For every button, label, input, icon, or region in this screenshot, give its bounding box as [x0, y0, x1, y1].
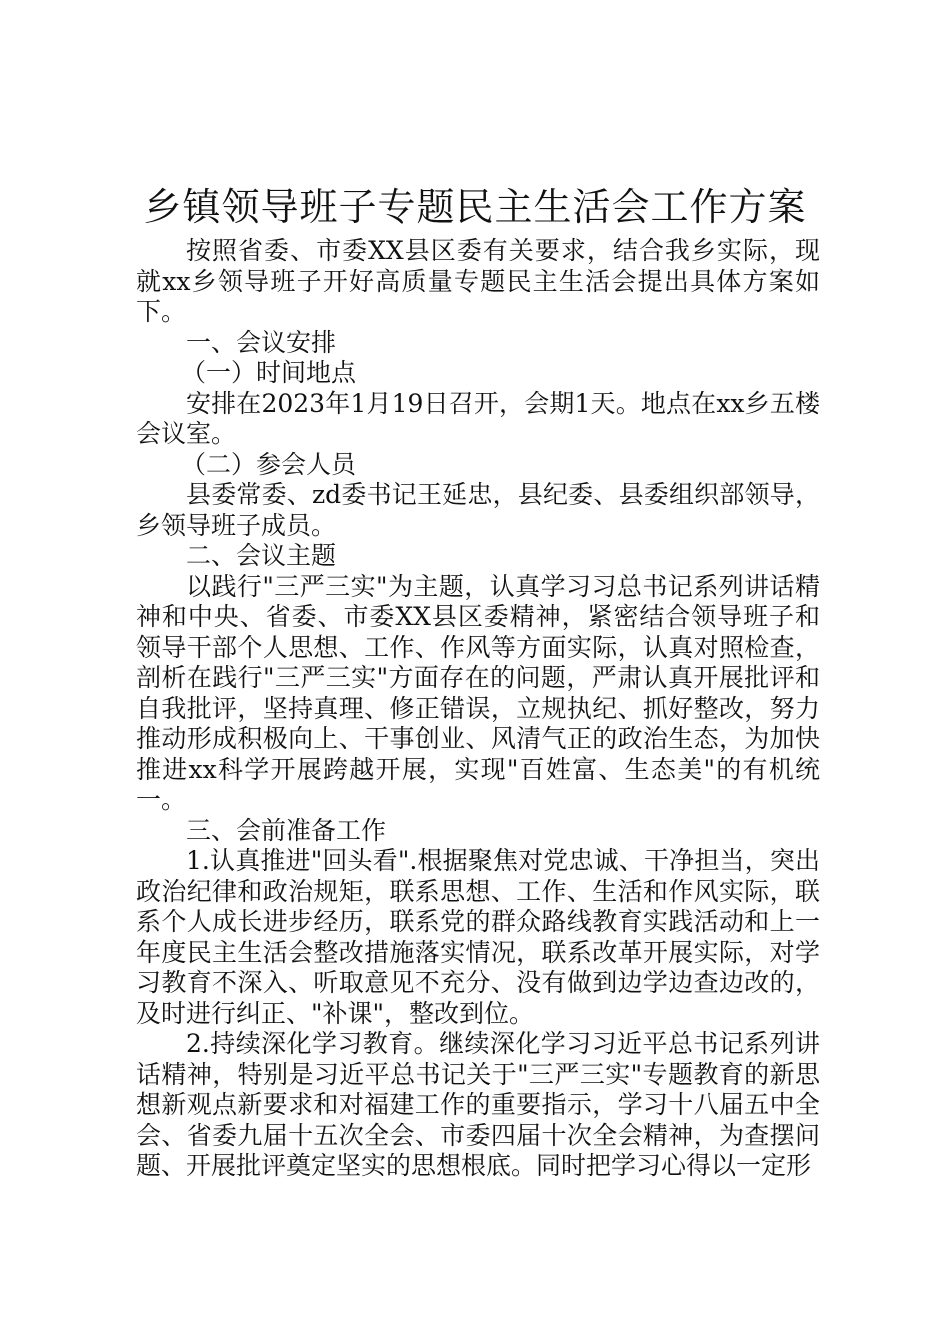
section-3-heading: 三、会前准备工作 — [186, 815, 387, 845]
section-1-heading: 一、会议安排 — [186, 327, 337, 357]
section-1-sub-1-text: 安排在2023年1月19日召开，会期1天。地点在xx乡五楼会议室。 — [136, 388, 820, 448]
section-3-item-1: 1.认真推进"回头看".根据聚焦对党忠诚、干净担当，突出政治纪律和政治规矩，联系思想、工作、生活和作风实际，联系个人成长进步经历，联系党的群众路线教育实践活动和上一年度民主生活会整改措施落实情况，联系改革开展实际，对学习教育不深入、听取意见不充分、没有做到边学边查边改的，及时进行纠正、"补课"，整改到位。 — [136, 846, 820, 1028]
section-1-sub-1-heading: （一）时间地点 — [181, 358, 357, 387]
document-title: 乡镇领导班子专题民主生活会工作方案 — [143, 185, 807, 229]
section-1-sub-2-heading: （二）参会人员 — [181, 449, 357, 479]
document-body — [136, 236, 820, 1182]
intro-paragraph: 按照省委、市委XX县区委有关要求，结合我乡实际，现就xx乡领导班子开好高质量专题民主生活会提出具体方案如下。 — [136, 236, 820, 326]
section-1-sub-2-text: 县委常委、zd委书记王延忠，县纪委、县委组织部领导，乡领导班子成员。 — [136, 480, 820, 540]
section-3-item-2: 2.持续深化学习教育。继续深化学习习近平总书记系列讲话精神，特别是习近平总书记关于"三严三实"专题教育的新思想新观点新要求和对福建工作的重要指示，学习十八届五中全会、省委九届十五次全会、市委四届十次全会精神，为查摆问题、开展批评奠定坚实的思想根底。同时把学习心得以一定形 — [136, 1029, 820, 1180]
section-2-text: 以践行"三严三实"为主题，认真学习习总书记系列讲话精神和中央、省委、市委XX县区委精神，紧密结合领导班子和领导干部个人思想、工作、作风等方面实际，认真对照检查，剖析在践行"三严三实"方面存在的问题，严肃认真开展批评和自我批评，坚持真理、修正错误，立规执纪、抓好整改，努力推动形成积极向上、干事创业、风清气正的政治生态，为加快推进xx科学开展跨越开展，实现"百姓富、生态美"的有机统一。 — [136, 571, 820, 814]
section-2-heading: 二、会议主题 — [186, 541, 337, 570]
